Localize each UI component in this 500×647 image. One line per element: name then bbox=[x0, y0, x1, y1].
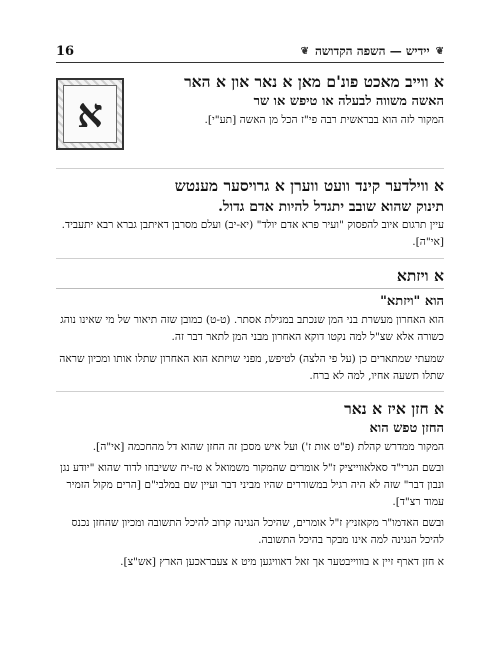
entry-2 bbox=[56, 176, 444, 252]
entry-divider bbox=[56, 391, 444, 392]
entry-title: א ויזתא bbox=[56, 266, 444, 290]
entry-paragraph: הוא האחרון מעשרת בני המן שנכתב במגילת אסתר. (ט-ט) כמובן שזה תיאור של מי שאינו נוהג כשורה אלא שצ"ל למה נקטו דוקא האחרון מבני המן לתאר דבר זה. bbox=[60, 314, 444, 344]
entry-title: א חזן איז א נאר bbox=[344, 398, 444, 418]
entry-paragraph: שמעתי שמתארים כן (על פי הלצה) לטיפש, מפני שויזתא הוא האחרון שתלו אותו ומכיון שראה שתלו תשעה אחיו, למה לא ברח. bbox=[59, 352, 444, 382]
entry-paragraph: ובשם הגרי"ד סאלאווייציק ז"ל אומרים שהמקור משמואל א טז-יח ששיבחו לדוד שהוא "יודע נגן ונבון דבר" שזה לא היה רגיל במשוררים שהיו מביני דבר ועיין שם במלבי"ם [הרים מקול הזמיר עמוד רצ"ד]. bbox=[60, 461, 444, 509]
running-head bbox=[301, 44, 444, 59]
entry-1 bbox=[56, 72, 444, 162]
entry-title: א ווילדער קינד וועט ווערן א גרויסער מענטש bbox=[174, 176, 444, 195]
page-header bbox=[56, 40, 444, 63]
entry-paragraph: א חזן דארף זיין א בוווייבטער אך זאל דאוויגען מיט א צעבראכען הארץ [אש"צ]. bbox=[120, 555, 444, 568]
entry-title: א ווייב מאכט פונ'ם מאן א נאר און א האר bbox=[184, 72, 444, 91]
flourish-ornament-icon: ❦ bbox=[300, 45, 309, 57]
entry-paragraph: ובשם האדמו"ר מקאזניץ ז"ל אומרים, שהיכל הנגינה קרוב להיכל התשובה ומכיון שהחזן נכנס להיכל הנגינה למה אינו מבקר בהיכל התשובה. bbox=[71, 517, 444, 547]
entry-translation: החזן טפש הוא bbox=[369, 420, 444, 436]
decorative-dropcap bbox=[56, 78, 124, 150]
entry-translation: האשה משווה לבעלה או טיפש או שר bbox=[253, 93, 444, 109]
entry-translation: הוא "ויזתא" bbox=[380, 294, 444, 310]
entry-3 bbox=[56, 266, 444, 385]
flourish-ornament-icon: ❦ bbox=[435, 45, 444, 57]
entry-translation: תינוק שהוא שובב יתגדל להיות אדם גדול. bbox=[218, 198, 444, 215]
entry-paragraph: המקור ממדרש קהלת (פ"ט אות ז') ועל איש מסכן זה החזן שהוא דל מהחכמה [אי"ה]. bbox=[92, 440, 444, 453]
entry-paragraph: עיין תרגום איוב להפסוק "ועיר פרא אדם יולד" (יא-יב) ועלם מסרבן דאיתבן גברא רבא יתעביד. [אי"ה]. bbox=[61, 219, 444, 249]
entry-divider bbox=[56, 258, 444, 259]
entry-paragraph: המקור לזה הוא בבראשית רבה פי"ז הכל מן האשה [תע"י]. bbox=[204, 113, 444, 126]
page-number: 16 bbox=[56, 43, 75, 59]
page-content bbox=[56, 72, 444, 577]
dropcap-letter: א bbox=[63, 85, 117, 143]
running-head-text: יידיש — השפה הקדושה bbox=[314, 43, 430, 58]
entry-divider bbox=[56, 168, 444, 169]
entry-4 bbox=[56, 399, 444, 571]
